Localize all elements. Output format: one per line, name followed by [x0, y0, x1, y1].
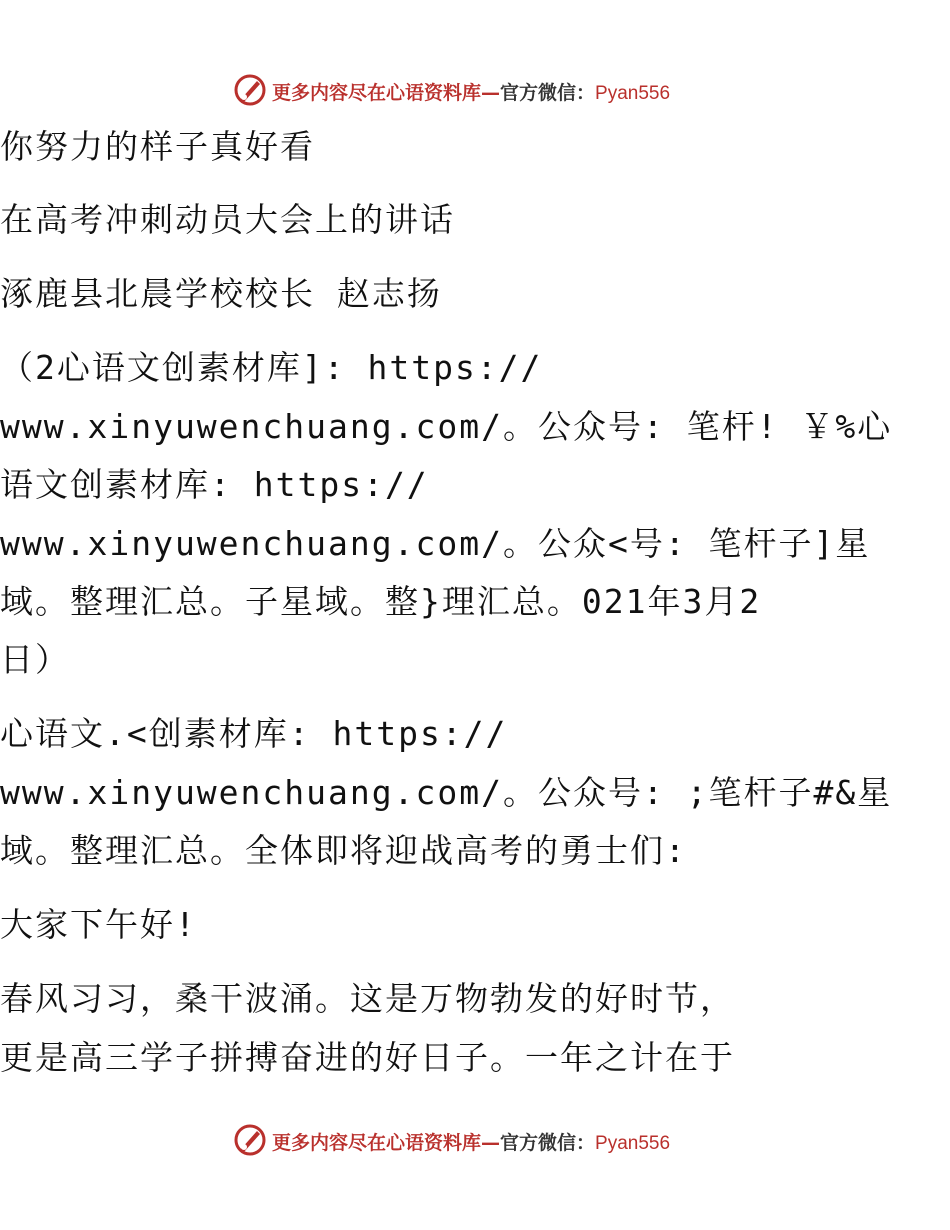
- paragraph-line: 语文创素材库: https://: [0, 465, 429, 504]
- paragraph-line: 春风习习，桑干波涌。这是万物勃发的好时节，: [0, 979, 735, 1018]
- paragraph-line: 日）: [0, 640, 70, 679]
- paragraph-line: 域。整理汇总。子星域。整}理汇总。021年3月2: [0, 582, 762, 621]
- doc-title: 你努力的样子真好看: [0, 127, 315, 166]
- paragraph-line: www.xinyuwenchuang.com/。公众号: ;笔杆子#&星: [0, 773, 893, 812]
- watermark-text: [272, 1128, 670, 1155]
- doc-subtitle: 在高考冲刺动员大会上的讲话: [0, 200, 455, 239]
- paragraph-line: 域。整理汇总。全体即将迎战高考的勇士们:: [0, 831, 687, 870]
- paragraph-line: （2心语文创素材库]: https://: [0, 348, 543, 387]
- paragraph-line: 心语文.<创素材库: https://: [0, 714, 508, 753]
- brush-seal-logo-icon: [233, 1123, 267, 1157]
- watermark-text: [272, 78, 670, 105]
- greeting-line: 大家下午好!: [0, 905, 197, 944]
- paragraph-line: www.xinyuwenchuang.com/。公众号: 笔杆! ￥%心: [0, 407, 893, 446]
- watermark-brand: 更多内容尽在心语资料库: [272, 82, 482, 104]
- watermark-wechat-label: 官方微信：: [500, 82, 596, 104]
- watermark-dash: —: [481, 82, 501, 104]
- paragraph-line: 更是高三学子拼搏奋进的好日子。一年之计在于: [0, 1038, 735, 1077]
- brush-seal-logo-icon: [233, 73, 267, 107]
- watermark-wechat-id: Pyan556: [595, 83, 671, 104]
- watermark-brand: 更多内容尽在心语资料库: [272, 1132, 482, 1154]
- paragraph-line: www.xinyuwenchuang.com/。公众<号: 笔杆子]星: [0, 524, 871, 563]
- watermark-wechat-id: Pyan556: [595, 1133, 671, 1154]
- doc-author: 涿鹿县北晨学校校长 赵志扬: [0, 274, 442, 313]
- watermark-dash: —: [481, 1132, 501, 1154]
- footer-watermark: [0, 1120, 950, 1160]
- header-watermark: [0, 70, 950, 110]
- watermark-wechat-label: 官方微信：: [500, 1132, 596, 1154]
